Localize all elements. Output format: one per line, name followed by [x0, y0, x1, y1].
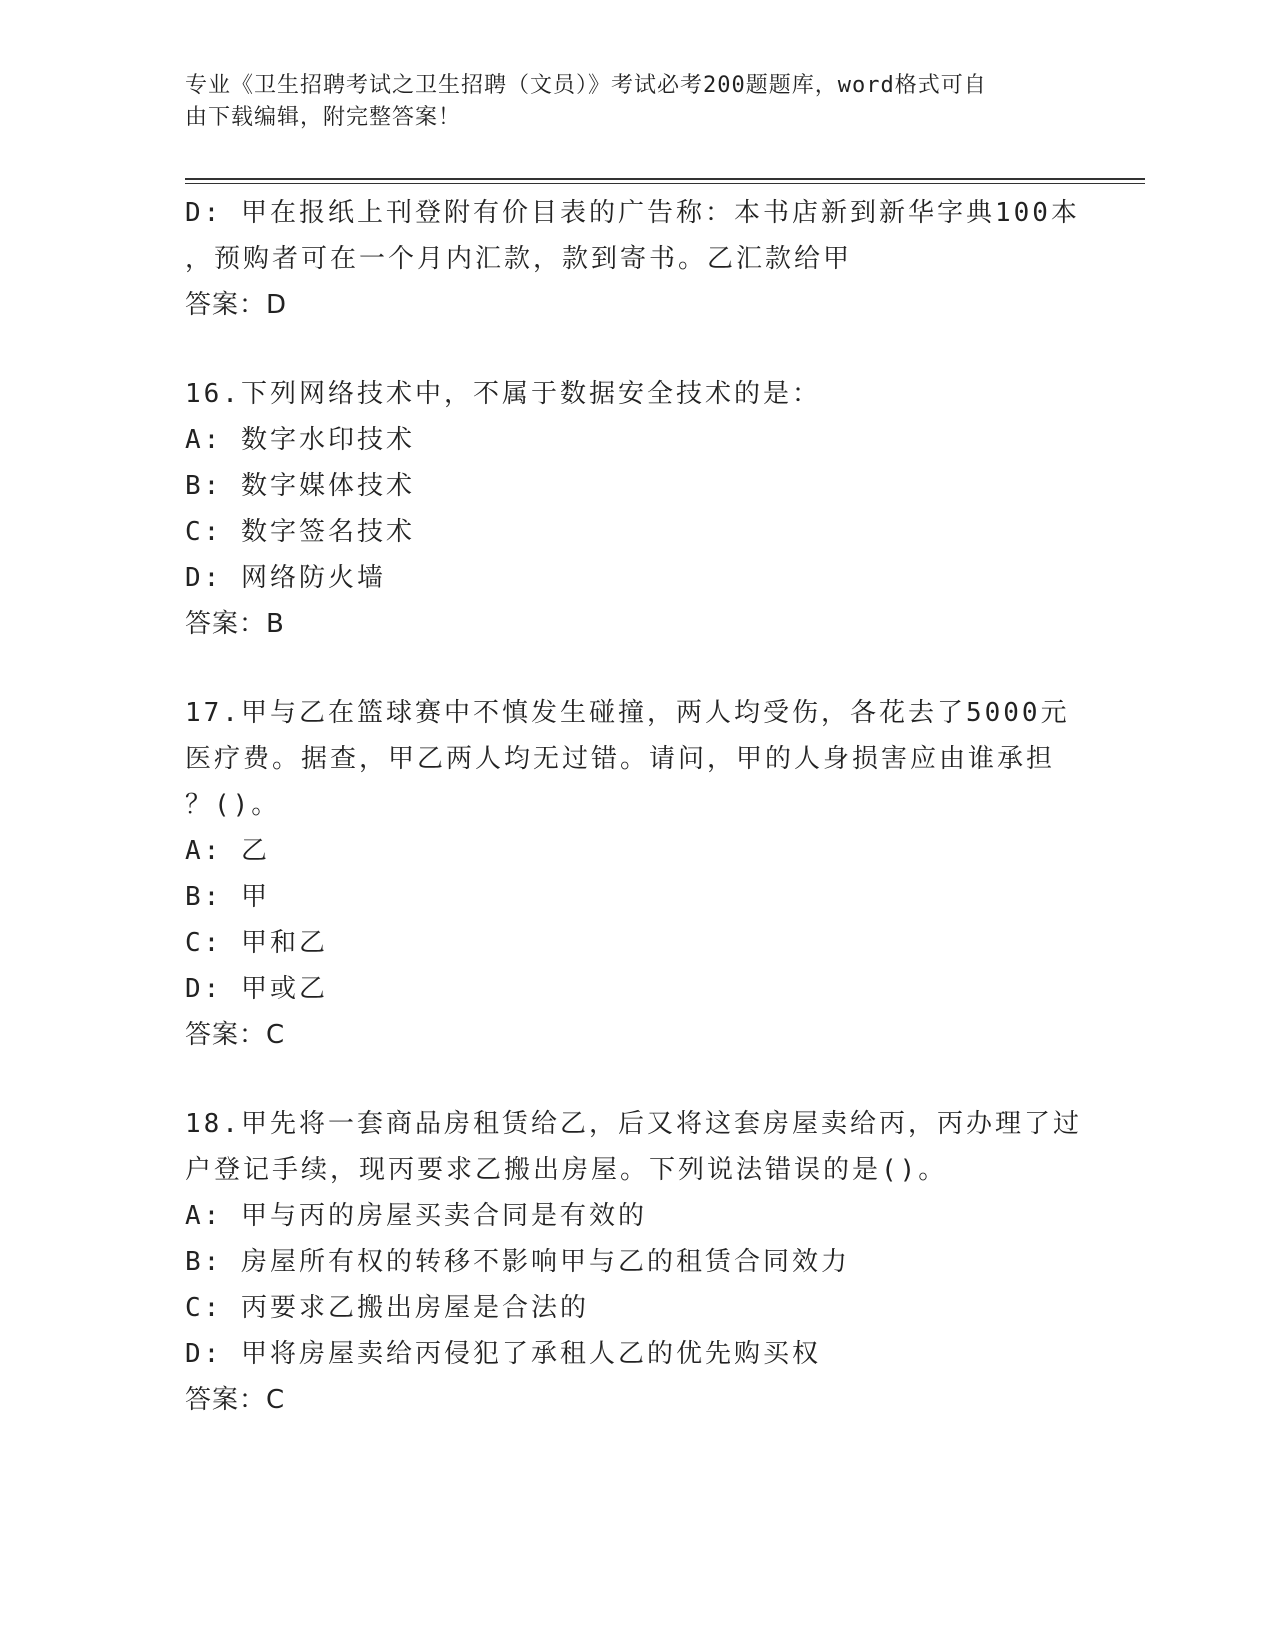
option-c: C: 数字签名技术: [185, 517, 415, 547]
question-18: [185, 1101, 1085, 1423]
option-b: B: 甲: [185, 882, 270, 912]
question-stem-continued: 医疗费。据查，甲乙两人均无过错。请问，甲的人身损害应由谁承担: [185, 744, 1056, 774]
option-d: D: 甲或乙: [185, 974, 328, 1004]
header-divider-thick: [185, 178, 1145, 180]
option-b: B: 数字媒体技术: [185, 471, 415, 501]
option-d: D: 甲在报纸上刊登附有价目表的广告称：本书店新到新华字典100本: [185, 198, 1080, 228]
option-b: B: 房屋所有权的转移不影响甲与乙的租赁合同效力: [185, 1247, 850, 1277]
document-body: [185, 190, 1085, 1423]
question-17: [185, 690, 1085, 1058]
question-stem: 16.下列网络技术中，不属于数据安全技术的是：: [185, 379, 821, 409]
header-line-1: 专业《卫生招聘考试之卫生招聘（文员）》考试必考200题题库，word格式可自: [185, 73, 987, 98]
document-header: [185, 70, 1065, 134]
option-d-continued: ，预购者可在一个月内汇款，款到寄书。乙汇款给甲: [185, 244, 853, 274]
option-a: A: 数字水印技术: [185, 425, 415, 455]
option-a: A: 乙: [185, 836, 270, 866]
option-a: A: 甲与丙的房屋买卖合同是有效的: [185, 1201, 647, 1231]
header-divider-thin: [185, 183, 1145, 184]
answer: 答案：B: [185, 609, 285, 639]
option-d: D: 甲将房屋卖给丙侵犯了承租人乙的优先购买权: [185, 1339, 821, 1369]
question-15-tail: [185, 190, 1085, 328]
option-d: D: 网络防火墙: [185, 563, 386, 593]
question-16: [185, 371, 1085, 647]
question-stem-continued: ？()。: [185, 790, 281, 820]
question-stem-continued: 户登记手续，现丙要求乙搬出房屋。下列说法错误的是()。: [185, 1155, 948, 1185]
option-c: C: 甲和乙: [185, 928, 328, 958]
option-c: C: 丙要求乙搬出房屋是合法的: [185, 1293, 589, 1323]
answer: 答案：D: [185, 290, 288, 320]
question-stem: 18.甲先将一套商品房租赁给乙，后又将这套房屋卖给丙，丙办理了过: [185, 1109, 1082, 1139]
answer: 答案：C: [185, 1385, 286, 1415]
question-stem: 17.甲与乙在篮球赛中不慎发生碰撞，两人均受伤，各花去了5000元: [185, 698, 1070, 728]
answer: 答案：C: [185, 1020, 286, 1050]
header-line-2: 由下载编辑，附完整答案！: [185, 105, 462, 130]
